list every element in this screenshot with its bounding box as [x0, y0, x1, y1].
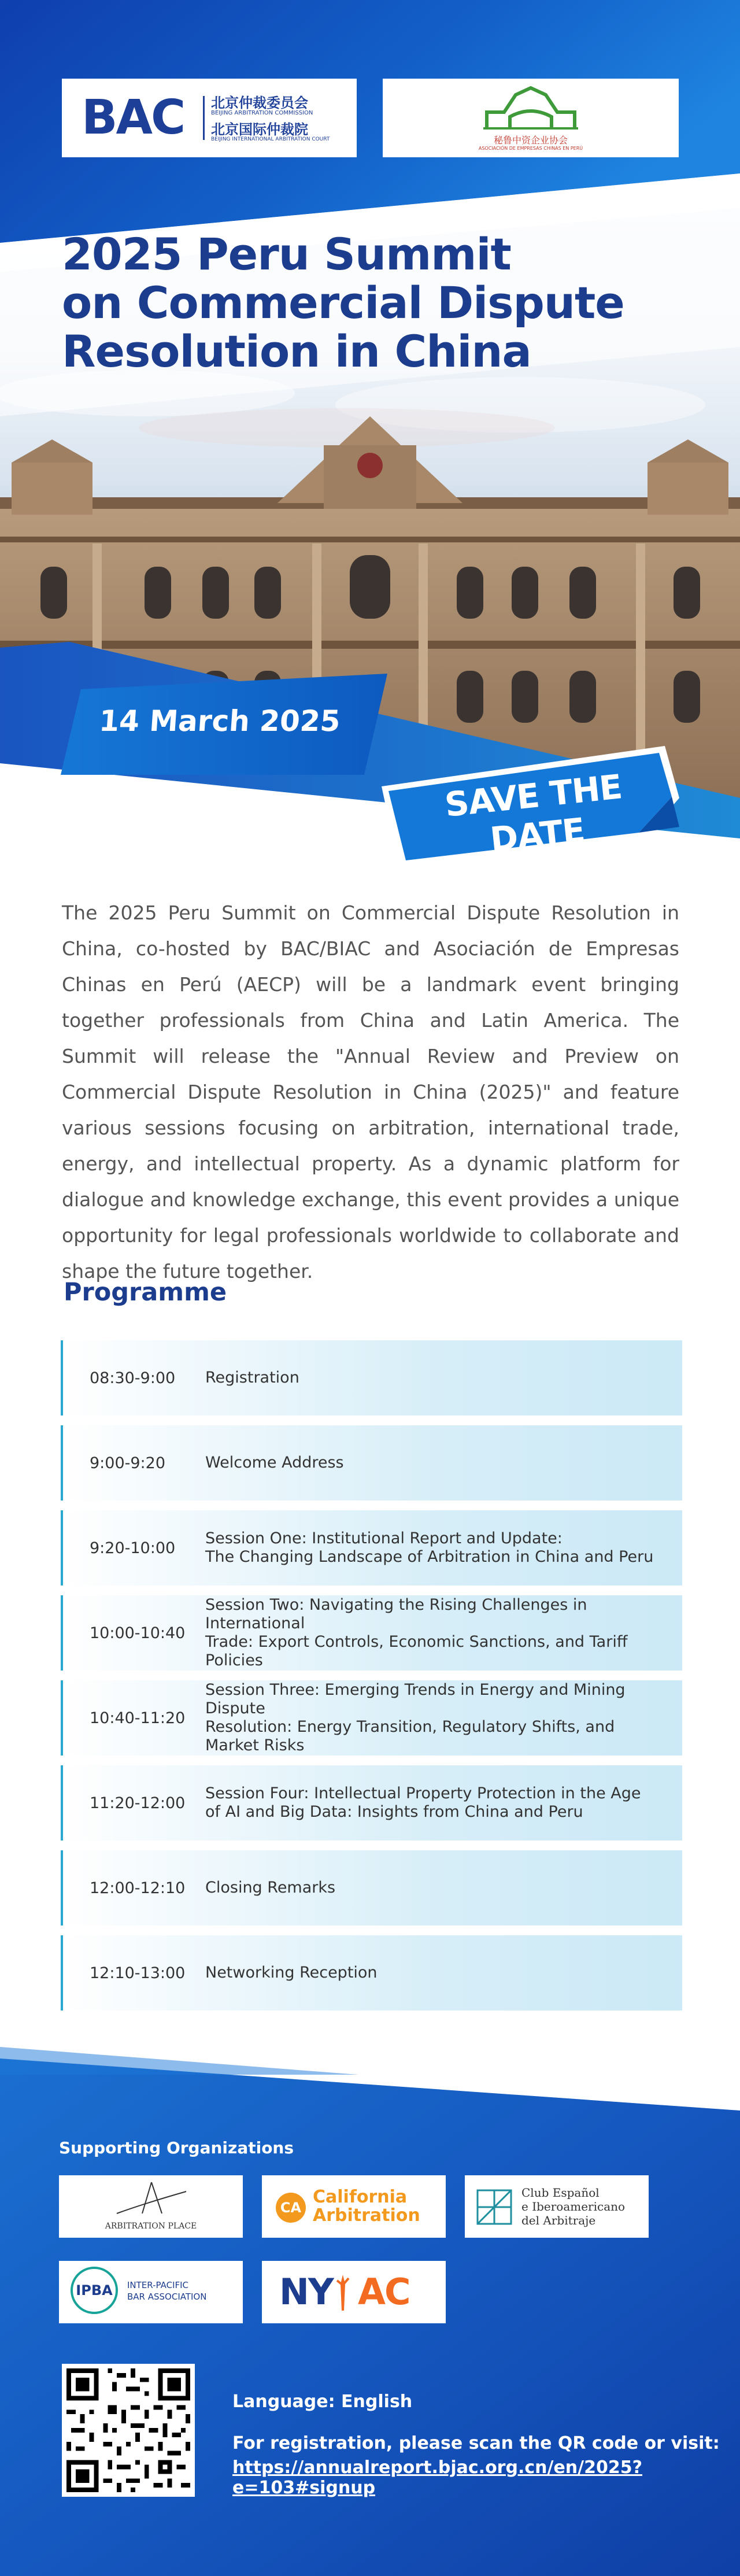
ipba-logo [59, 2261, 243, 2323]
session-title-line: Trade: Export Controls, Economic Sanctions, and Tariff Policies [205, 1633, 628, 1669]
registration-instruction: For registration, please scan the QR code or visit: [232, 2433, 720, 2453]
session-time: 10:40-11:20 [90, 1709, 186, 1727]
bac-mark: BAC [82, 90, 184, 145]
session-title [205, 1850, 671, 1925]
programme-row [61, 1595, 682, 1670]
club-name-line: e Iberoamericano [521, 2200, 626, 2213]
session-title [205, 1510, 671, 1585]
session-title [205, 1425, 671, 1500]
nyiac-mark-right: AC [358, 2271, 410, 2313]
session-time: 9:00-9:20 [90, 1454, 166, 1472]
session-time: 11:20-12:00 [90, 1794, 186, 1812]
session-time: 9:20-10:00 [90, 1539, 176, 1557]
california-arbitration-name [313, 2188, 420, 2225]
programme-row [61, 1680, 682, 1755]
session-title [205, 1765, 671, 1840]
california-name-line: California [313, 2187, 408, 2207]
aecp-name-cn: 秘鲁中资企业协会 [493, 135, 568, 146]
club-espanol-mark-icon [476, 2189, 512, 2225]
ipba-name-line: INTER-PACIFIC [127, 2280, 189, 2290]
session-title-line: Session Three: Emerging Trends in Energy and Mining Dispute [205, 1681, 626, 1717]
ipba-name [127, 2279, 206, 2302]
session-title-line: Welcome Address [205, 1454, 344, 1472]
title-line-3: Resolution in China [62, 326, 531, 377]
club-espanol-logo [465, 2175, 649, 2238]
nyiac-logo [262, 2261, 446, 2323]
club-name-line: del Arbitraje [521, 2213, 596, 2227]
programme-row [61, 1340, 682, 1415]
arbitration-place-mark-icon [111, 2180, 192, 2216]
supporting-organizations-label: Supporting Organizations [59, 2138, 294, 2157]
language-info: Language: English [232, 2392, 413, 2412]
programme-row [61, 1425, 682, 1500]
save-the-date-badge: SAVE THE DATE [443, 767, 624, 860]
session-title [205, 1680, 671, 1755]
california-name-line: Arbitration [313, 2205, 420, 2226]
event-date: 14 March 2025 [98, 704, 342, 738]
ipba-mark-icon: IPBA [71, 2267, 118, 2314]
session-title-line: Session Four: Intellectual Property Protection in the Age [205, 1784, 641, 1802]
programme-row [61, 1510, 682, 1585]
california-arbitration-logo [262, 2175, 446, 2238]
registration-link[interactable]: https://annualreport.bjac.org.cn/en/2025?e=103#signup [232, 2457, 642, 2498]
session-title-line: Resolution: Energy Transition, Regulatory Shifts, and Market Risks [205, 1718, 615, 1754]
bac-logo [62, 79, 357, 157]
session-time: 08:30-9:00 [90, 1369, 176, 1387]
title-line-2: on Commercial Dispute [62, 277, 624, 328]
session-time: 12:00-12:10 [90, 1879, 186, 1897]
nyiac-mark-left: NY [279, 2271, 333, 2313]
session-time: 10:00-10:40 [90, 1624, 186, 1642]
session-title-line: Closing Remarks [205, 1879, 336, 1897]
intro-paragraph: The 2025 Peru Summit on Commercial Dispute Resolution in China, co-hosted by BAC/BIAC and Asociación de Empresas Chinas en Perú (AECP) will be a landmark event bringing together professionals from China and Latin America. The Summit will release the "Annual Review and Preview on Commercial Dispute Resolution in China (2025)" and feature various sessions focusing on arbitration, international trade, energy, and intellectual property. As a dynamic platform for dialogue and knowledge exchange, this event provides a unique opportunity for legal professionals worldwide to collaborate and shape the future together. [62, 901, 679, 1283]
session-title-line: of AI and Big Data: Insights from China and Peru [205, 1803, 583, 1821]
session-title-line: Session Two: Navigating the Rising Challenges in International [205, 1596, 587, 1632]
california-mark-icon: CA [276, 2193, 306, 2223]
bac-name-en: BEIJING ARBITRATION COMMISSION [211, 110, 313, 116]
programme-list [61, 1340, 682, 2020]
arbitration-place-name: ARBITRATION PLACE [105, 2222, 197, 2231]
session-title [205, 1935, 671, 2010]
ipba-name-line: BAR ASSOCIATION [127, 2292, 207, 2302]
club-espanol-name [521, 2186, 625, 2227]
programme-row [61, 1850, 682, 1925]
bac-name-cn: 北京仲裁委员会 [211, 95, 308, 111]
page-title [62, 230, 698, 376]
session-title-line: The Changing Landscape of Arbitration in China and Peru [205, 1548, 654, 1566]
session-time: 12:10-13:00 [90, 1964, 186, 1982]
session-title [205, 1340, 671, 1415]
programme-heading: Programme [64, 1278, 227, 1307]
biac-name-en: BEIJING INTERNATIONAL ARBITRATION COURT [211, 136, 330, 142]
session-title [205, 1595, 671, 1670]
aecp-name-en: ASOCIACIÓN DE EMPRESAS CHINAS EN PERÚ [478, 146, 583, 151]
programme-row [61, 1765, 682, 1840]
registration-qr-code[interactable] [62, 2364, 195, 2497]
arbitration-place-logo [59, 2175, 243, 2238]
session-title-line: Networking Reception [205, 1964, 378, 1982]
session-title-line: Session One: Institutional Report and Update: [205, 1529, 563, 1547]
aecp-logo [383, 79, 679, 157]
biac-name-cn: 北京国际仲裁院 [211, 121, 308, 138]
title-line-1: 2025 Peru Summit [62, 228, 511, 280]
aecp-emblem-icon [481, 83, 580, 133]
statue-of-liberty-icon [331, 2272, 354, 2313]
logo-divider [203, 96, 205, 140]
programme-row [61, 1935, 682, 2010]
session-title-line: Registration [205, 1369, 299, 1387]
club-name-line: Club Español [521, 2186, 600, 2200]
